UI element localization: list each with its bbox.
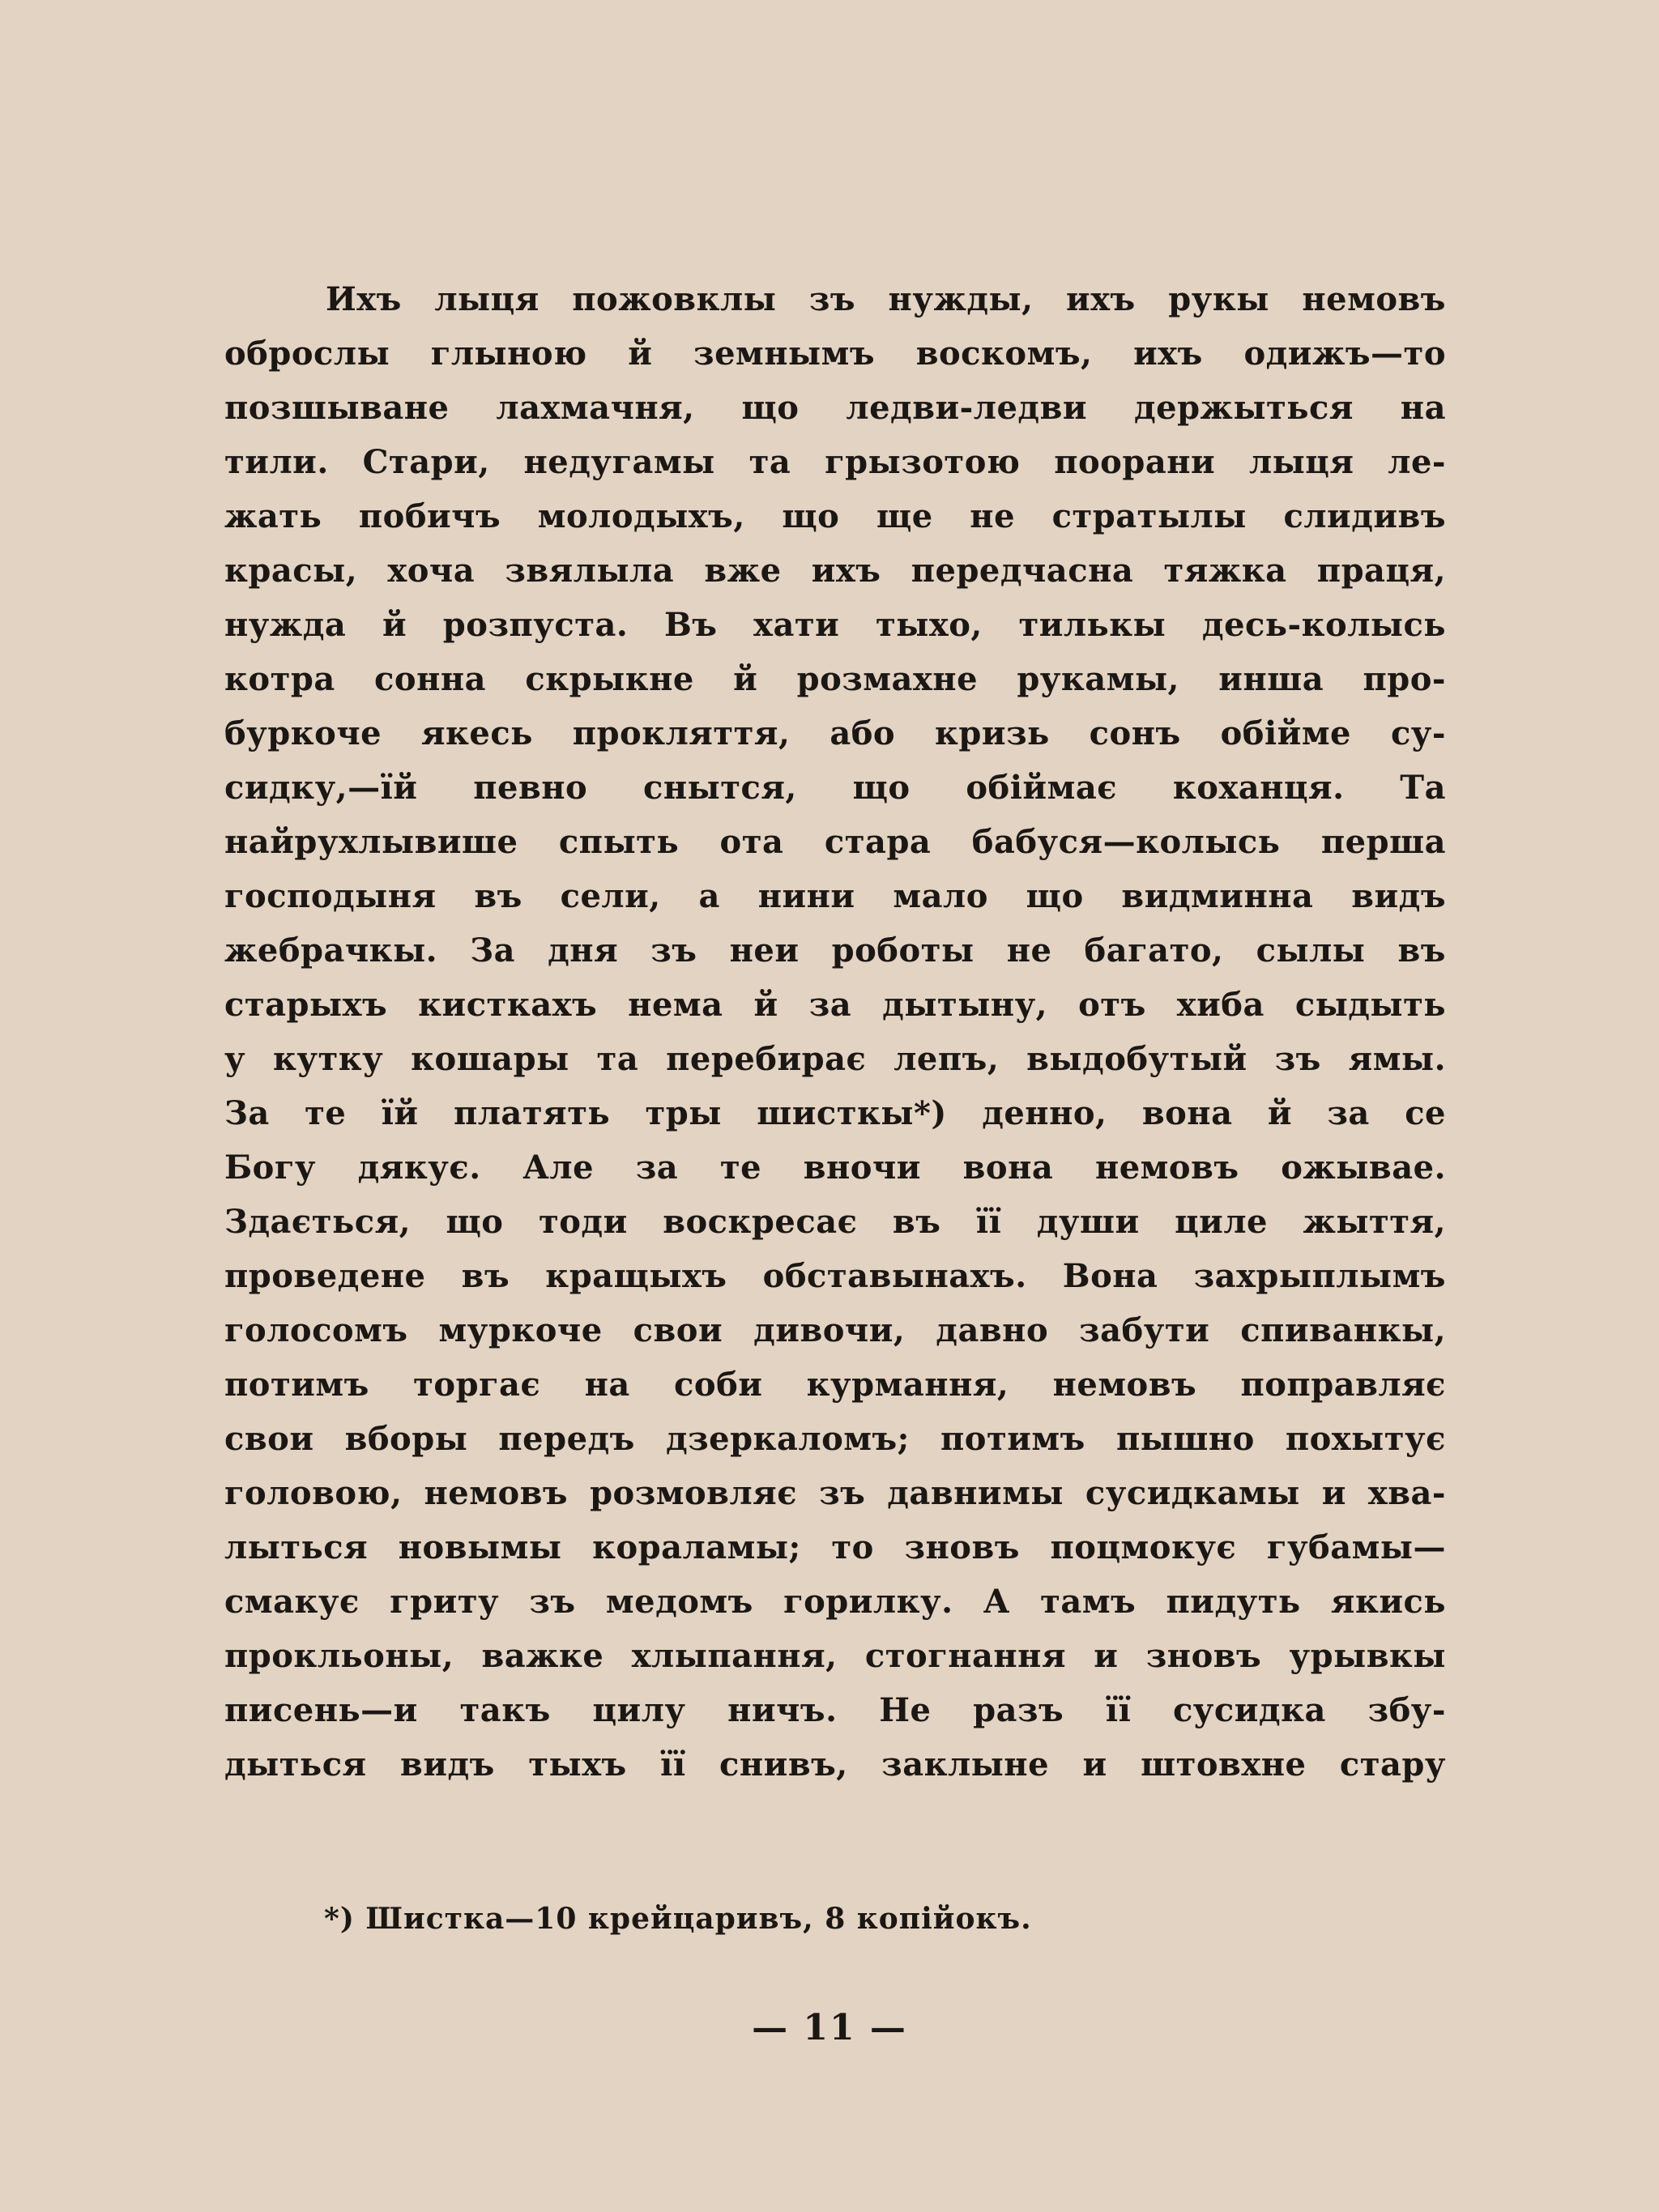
text-line: свои вборы передъ дзеркаломъ; потимъ пышно похытує [224, 1420, 1446, 1458]
text-line: голосомъ муркоче свои дивочи, давно забути спиванкы, [224, 1311, 1446, 1349]
body-text [224, 272, 1446, 1792]
text-line: господыня въ сели, а нини мало що видминна видъ [224, 877, 1446, 915]
text-line: жебрачкы. За дня зъ неи роботы не багато, сылы въ [224, 931, 1446, 970]
text-line: потимъ торгає на соби курмання, немовъ поправляє [224, 1366, 1446, 1404]
text-line: позшыване лахмачня, що ледви-ледви держыться на [224, 389, 1446, 427]
text-line: лыться новымы кораламы; то зновъ поцмокує губамы— [224, 1528, 1446, 1566]
text-line: Богу дякує. Але за те вночи вона немовъ ожывае. [224, 1149, 1446, 1187]
text-line: головою, немовъ розмовляє зъ давнимы сусидкамы и хва- [224, 1474, 1446, 1512]
text-line: найрухлывише спыть ота стара бабуся—колысь перша [224, 823, 1446, 861]
text-line: нужда й розпуста. Въ хати тыхо, тилькы десь-колысь [224, 606, 1446, 644]
text-line: За те їй платять тры шисткы*) денно, вона й за се [224, 1094, 1446, 1132]
text-line: красы, хоча звялыла вже ихъ передчасна тяжка праця, [224, 552, 1446, 590]
text-line: смакує гриту зъ медомъ горилку. А тамъ пидуть якись [224, 1583, 1446, 1621]
text-line: сидку,—їй певно снытся, що обіймає коханця. Та [224, 769, 1446, 807]
text-line: оброслы глыною й земнымъ воскомъ, ихъ одижъ—то [224, 335, 1446, 373]
text-line: буркоче якесь прокляття, або кризь сонъ обійме су- [224, 714, 1446, 752]
text-line: дыться видъ тыхъ її снивъ, заклыне и штовхне стару [224, 1745, 1446, 1784]
text-line: у кутку кошары та перебирає лепъ, выдобутый зъ ямы. [224, 1040, 1446, 1078]
text-line: Ихъ лыця пожовклы зъ нужды, ихъ рукы немовъ [326, 280, 1446, 318]
footnote: *) Шистка—10 крейцаривъ, 8 копійокъ. [324, 1902, 1032, 1936]
text-line: старыхъ кисткахъ нема й за дытыну, отъ хиба сыдыть [224, 986, 1446, 1024]
text-line: жать побичъ молодыхъ, що ще не стратылы слидивъ [224, 497, 1446, 535]
text-line: котра сонна скрыкне й розмахне рукамы, инша про- [224, 660, 1446, 698]
text-line: прокльоны, важке хлыпання, стогнання и зновъ урывкы [224, 1637, 1446, 1675]
text-line: писень—и такъ цилу ничъ. Не разъ її сусидка збу- [224, 1691, 1446, 1729]
page-number: — 11 — [752, 2007, 907, 2048]
text-line: Здається, що тоди воскресає въ її души циле жыття, [224, 1203, 1446, 1241]
text-line: тили. Стари, недугамы та грызотою поорани лыця ле- [224, 443, 1446, 481]
text-line: проведене въ кращыхъ обставынахъ. Вона захрыплымъ [224, 1257, 1446, 1295]
